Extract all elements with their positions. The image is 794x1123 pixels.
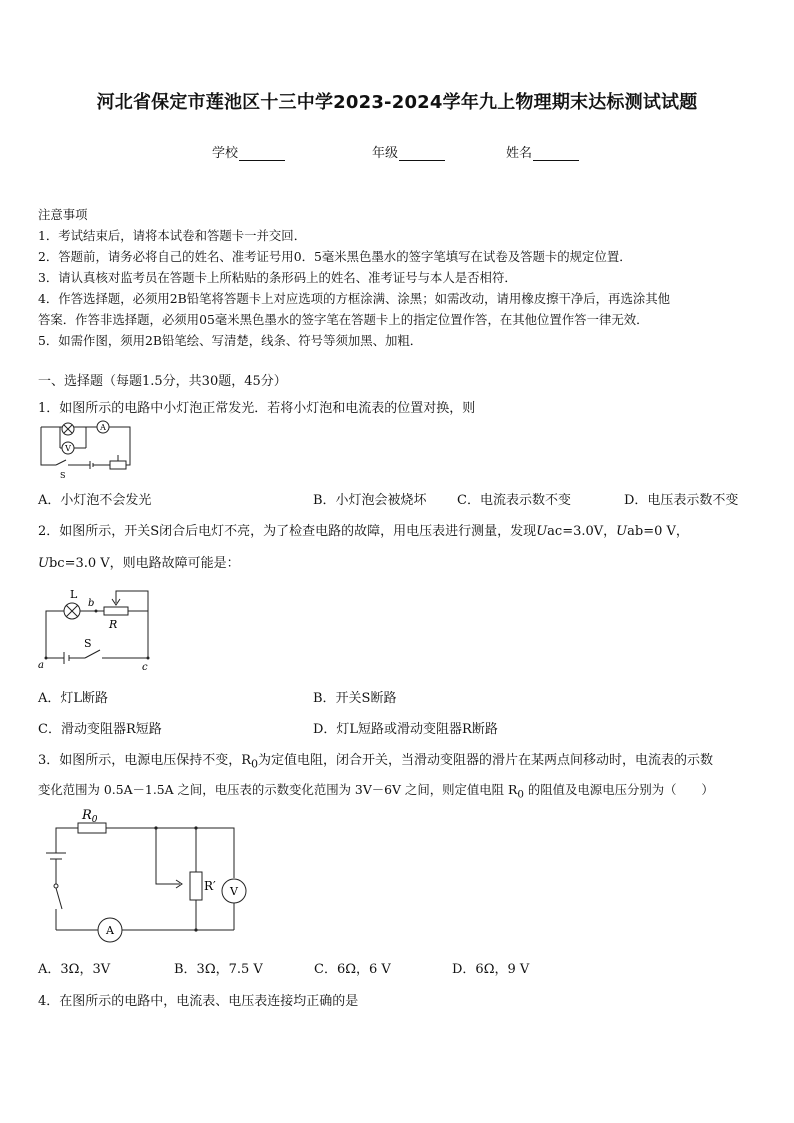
question-4-stem: 4．在图所示的电路中，电流表、电压表连接均正确的是 xyxy=(38,994,359,1009)
resistor-subscript: 0 xyxy=(251,757,258,771)
ammeter-label: A xyxy=(106,924,114,937)
voltage-subscript: ab xyxy=(627,524,644,539)
question-3-circuit-diagram xyxy=(38,806,248,946)
question-3-stem-text: 3．如图所示，电源电压保持不变，R xyxy=(38,753,252,768)
point-a-label: a xyxy=(38,660,44,671)
notice-item: 4．作答选择题，必须用2B铅笔将答题卡上对应选项的方框涂满、涂黑；如需改动，请用橡皮擦干净后，再选涂其他 xyxy=(38,291,671,306)
voltage-symbol: U xyxy=(38,556,49,571)
rheostat-label: R′ xyxy=(204,879,216,893)
voltage-symbol: U xyxy=(616,524,628,539)
question-2-option-c[interactable]: C．滑动变阻器R短路 xyxy=(38,722,162,737)
question-1-stem: 1．如图所示的电路中小灯泡正常发光．若将小灯泡和电流表的位置对换，则 xyxy=(38,401,476,416)
voltage-symbol: U xyxy=(536,524,548,539)
question-3-stem-text: 变化范围为 0.5A－1.5A 之间，电压表的示数变化范围为 3V－6V 之间，则定值电阻 R xyxy=(38,782,518,797)
question-2-option-d[interactable]: D．灯L短路或滑动变阻器R断路 xyxy=(313,722,498,737)
name-label: 姓名 xyxy=(506,146,533,161)
question-3-option-b[interactable]: B．3Ω，7.5 V xyxy=(174,962,263,977)
school-field xyxy=(212,142,285,161)
notice-item: 3．请认真核对监考员在答题卡上所粘贴的条形码上的姓名、准考证号与本人是否相符． xyxy=(38,270,517,285)
question-2-option-a[interactable]: A．灯L断路 xyxy=(38,691,109,706)
point-c-label: c xyxy=(142,662,148,673)
voltage-subscript: ac xyxy=(547,524,563,539)
question-2-circuit-diagram xyxy=(38,588,158,673)
notice-item: 2．答题前，请务必将自己的姓名、准考证号用0．5毫米黑色墨水的签字笔填写在试卷及答题卡的规定位置． xyxy=(38,249,632,264)
question-2-stem-line1 xyxy=(38,520,689,539)
question-2-stem-line2 xyxy=(38,552,240,571)
switch-label: S xyxy=(84,637,92,650)
notice-item: 1．考试结束后，请将本试卷和答题卡一并交回． xyxy=(38,228,307,243)
switch-label: S xyxy=(60,471,66,480)
question-1-option-c[interactable]: C．电流表示数不变 xyxy=(457,493,571,508)
grade-field xyxy=(372,142,445,161)
question-3-option-c[interactable]: C．6Ω，6 V xyxy=(314,962,391,977)
question-1-option-b[interactable]: B．小灯泡会被烧坏 xyxy=(313,493,427,508)
point-b-label: b xyxy=(88,598,95,609)
school-label: 学校 xyxy=(212,146,239,161)
notice-item: 答案．作答非选择题，必须用05毫米黑色墨水的签字笔在答题卡上的指定位置作答，在其他位置作答一律无效． xyxy=(38,312,649,327)
fixed-resistor-label: $R_0$ xyxy=(82,808,98,825)
question-3-stem-text: 的阻值及电源电压分别为（ ） xyxy=(523,782,714,797)
voltmeter-label: V xyxy=(230,885,238,898)
grade-blank xyxy=(399,148,445,161)
question-1-option-d[interactable]: D．电压表示数不变 xyxy=(624,493,739,508)
question-3-option-a[interactable]: A．3Ω，3V xyxy=(38,962,111,977)
page-title: 河北省保定市莲池区十三中学2023-2024学年九上物理期末达标测试试题 xyxy=(96,92,698,113)
notice-heading: 注意事项 xyxy=(38,207,88,222)
notice-item: 5．如需作图，须用2B铅笔绘、写清楚，线条、符号等须加黑、加粗． xyxy=(38,333,423,348)
school-blank xyxy=(239,148,285,161)
voltage-value: =3.0 V，则电路故障可能是： xyxy=(64,556,240,571)
voltmeter-label: V xyxy=(65,444,71,453)
voltage-value: =0 V， xyxy=(643,524,689,539)
section-heading: 一、选择题（每题1.5分，共30题，45分） xyxy=(38,374,287,389)
ammeter-label: A xyxy=(100,423,106,432)
grade-label: 年级 xyxy=(372,146,399,161)
rheostat-label: R xyxy=(109,618,118,631)
question-1-option-a[interactable]: A．小灯泡不会发光 xyxy=(38,493,152,508)
question-3-stem-text: 为定值电阻，闭合开关，当滑动变阻器的滑片在某两点间移动时，电流表的示数 xyxy=(257,753,713,768)
name-blank xyxy=(533,148,579,161)
voltage-subscript: bc xyxy=(48,556,65,571)
lamp-label: L xyxy=(70,588,78,601)
name-field xyxy=(506,142,579,161)
question-3-stem-line1 xyxy=(38,749,713,771)
voltage-value: =3.0V， xyxy=(562,524,617,539)
question-3-option-d[interactable]: D．6Ω，9 V xyxy=(452,962,530,977)
question-2-option-b[interactable]: B．开关S断路 xyxy=(313,691,397,706)
resistor-subscript: 0 xyxy=(517,788,524,801)
question-1-circuit-diagram xyxy=(38,422,138,482)
question-3-stem-line2 xyxy=(38,780,714,800)
question-2-stem-text: 2．如图所示，开关S闭合后电灯不亮，为了检查电路的故障，用电压表进行测量，发现 xyxy=(38,524,537,539)
